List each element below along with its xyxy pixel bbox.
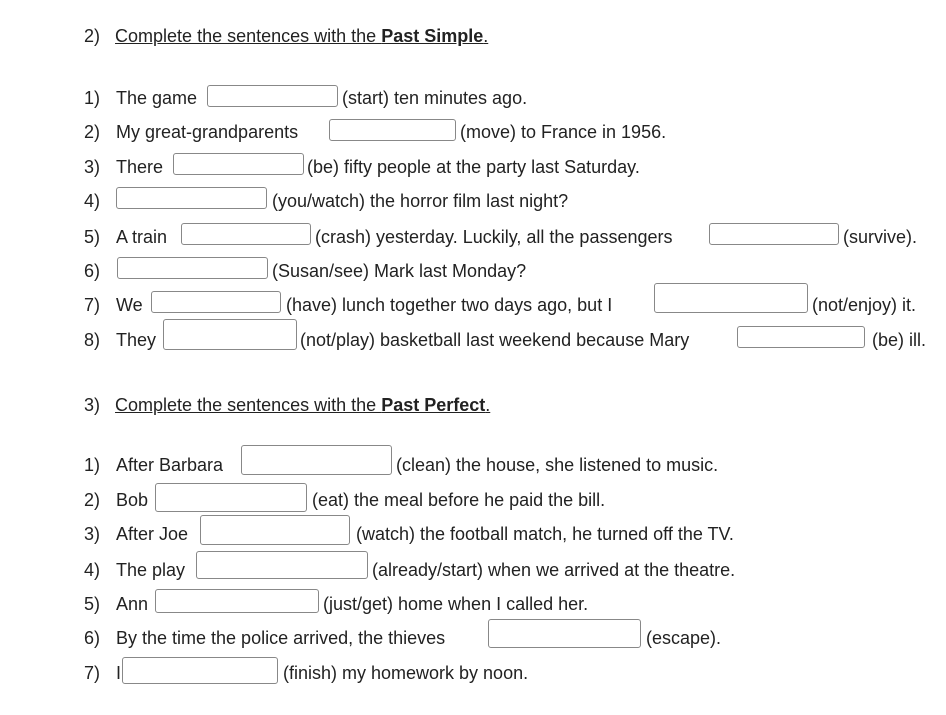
item-number: 5) [84, 593, 101, 614]
list-item [84, 155, 163, 179]
item-number: 1) [84, 454, 101, 475]
item-number: 7) [84, 294, 101, 315]
list-item [84, 558, 185, 582]
answer-blank[interactable] [155, 483, 307, 512]
item-number: 4) [84, 559, 101, 580]
answer-blank[interactable] [488, 619, 641, 648]
item-text-after: (you/watch) the horror film last night? [272, 190, 569, 211]
item-text-before: Ann [116, 593, 149, 614]
item-text-middle: (crash) yesterday. Luckily, all the passengers [315, 226, 673, 247]
item-text-after: (already/start) when we arrived at the theatre. [372, 559, 736, 580]
answer-blank[interactable] [654, 283, 808, 313]
item-text-after: (just/get) home when I called her. [323, 593, 589, 614]
answer-blank[interactable] [155, 589, 319, 613]
item-number: 4) [84, 190, 101, 211]
list-item [84, 626, 445, 650]
list-item [84, 328, 156, 352]
item-text-before: My great-grandparents [116, 121, 299, 142]
item-text-before: After Barbara [116, 454, 224, 475]
title-text: Complete the sentences with the [115, 26, 382, 46]
title-period: . [485, 395, 491, 415]
section-number: 2) [84, 26, 101, 46]
list-item [84, 453, 223, 477]
answer-blank[interactable] [163, 319, 297, 350]
list-item [84, 86, 197, 110]
list-item [84, 293, 143, 317]
section-2-heading [84, 26, 488, 47]
answer-blank[interactable] [709, 223, 839, 245]
list-item [84, 189, 116, 213]
item-text-after: (move) to France in 1956. [460, 121, 667, 142]
item-text-after: (start) ten minutes ago. [342, 87, 528, 108]
answer-blank[interactable] [151, 291, 281, 313]
item-text-after: (be) fifty people at the party last Saturday. [307, 156, 640, 177]
answer-blank[interactable] [200, 515, 350, 545]
item-text-after: (survive). [843, 226, 918, 247]
title-period: . [483, 26, 489, 46]
answer-blank[interactable] [173, 153, 304, 175]
item-text-before: Bob [116, 489, 149, 510]
item-number: 6) [84, 260, 101, 281]
item-text-after: (watch) the football match, he turned off the TV. [356, 523, 734, 544]
answer-blank[interactable] [207, 85, 338, 107]
item-number: 5) [84, 226, 101, 247]
list-item [84, 120, 298, 144]
answer-blank[interactable] [181, 223, 311, 245]
item-text-after: (finish) my homework by noon. [283, 662, 529, 683]
item-number: 3) [84, 156, 101, 177]
item-text-after: (clean) the house, she listened to music. [396, 454, 719, 475]
title-text: Complete the sentences with the [115, 395, 382, 415]
item-number: 8) [84, 329, 101, 350]
list-item [84, 522, 188, 546]
answer-blank[interactable] [117, 257, 268, 279]
list-item [84, 259, 116, 283]
list-item [84, 661, 121, 685]
item-text-middle: (not/play) basketball last weekend because Mary [300, 329, 690, 350]
item-text-after: (escape). [646, 627, 722, 648]
item-text-before: There [116, 156, 164, 177]
item-text-before: I [116, 662, 122, 683]
section-number: 3) [84, 395, 101, 415]
title-bold-text: Past Perfect [381, 395, 486, 415]
list-item [84, 488, 148, 512]
item-text-after: (not/enjoy) it. [812, 294, 917, 315]
item-text-after: (be) ill. [872, 329, 927, 350]
answer-blank[interactable] [737, 326, 865, 348]
item-number: 2) [84, 489, 101, 510]
item-number: 2) [84, 121, 101, 142]
item-text-before: The play [116, 559, 186, 580]
item-text-before: We [116, 294, 143, 315]
item-text-before: By the time the police arrived, the thieves [116, 627, 446, 648]
item-text-after: (Susan/see) Mark last Monday? [272, 260, 527, 281]
section-title [115, 395, 490, 415]
section-title [115, 26, 488, 46]
item-number: 3) [84, 523, 101, 544]
item-number: 1) [84, 87, 101, 108]
item-text-before: After Joe [116, 523, 189, 544]
item-number: 7) [84, 662, 101, 683]
item-number: 6) [84, 627, 101, 648]
answer-blank[interactable] [122, 657, 278, 684]
answer-blank[interactable] [196, 551, 368, 579]
list-item [84, 592, 148, 616]
item-text-before: The game [116, 87, 198, 108]
item-text-before: A train [116, 226, 168, 247]
item-text-middle: (have) lunch together two days ago, but I [286, 294, 613, 315]
answer-blank[interactable] [329, 119, 456, 141]
answer-blank[interactable] [116, 187, 267, 209]
title-bold-text: Past Simple [381, 26, 484, 46]
item-text-before: They [116, 329, 157, 350]
answer-blank[interactable] [241, 445, 392, 475]
item-text-after: (eat) the meal before he paid the bill. [312, 489, 606, 510]
list-item [84, 225, 167, 249]
section-3-heading [84, 395, 490, 416]
